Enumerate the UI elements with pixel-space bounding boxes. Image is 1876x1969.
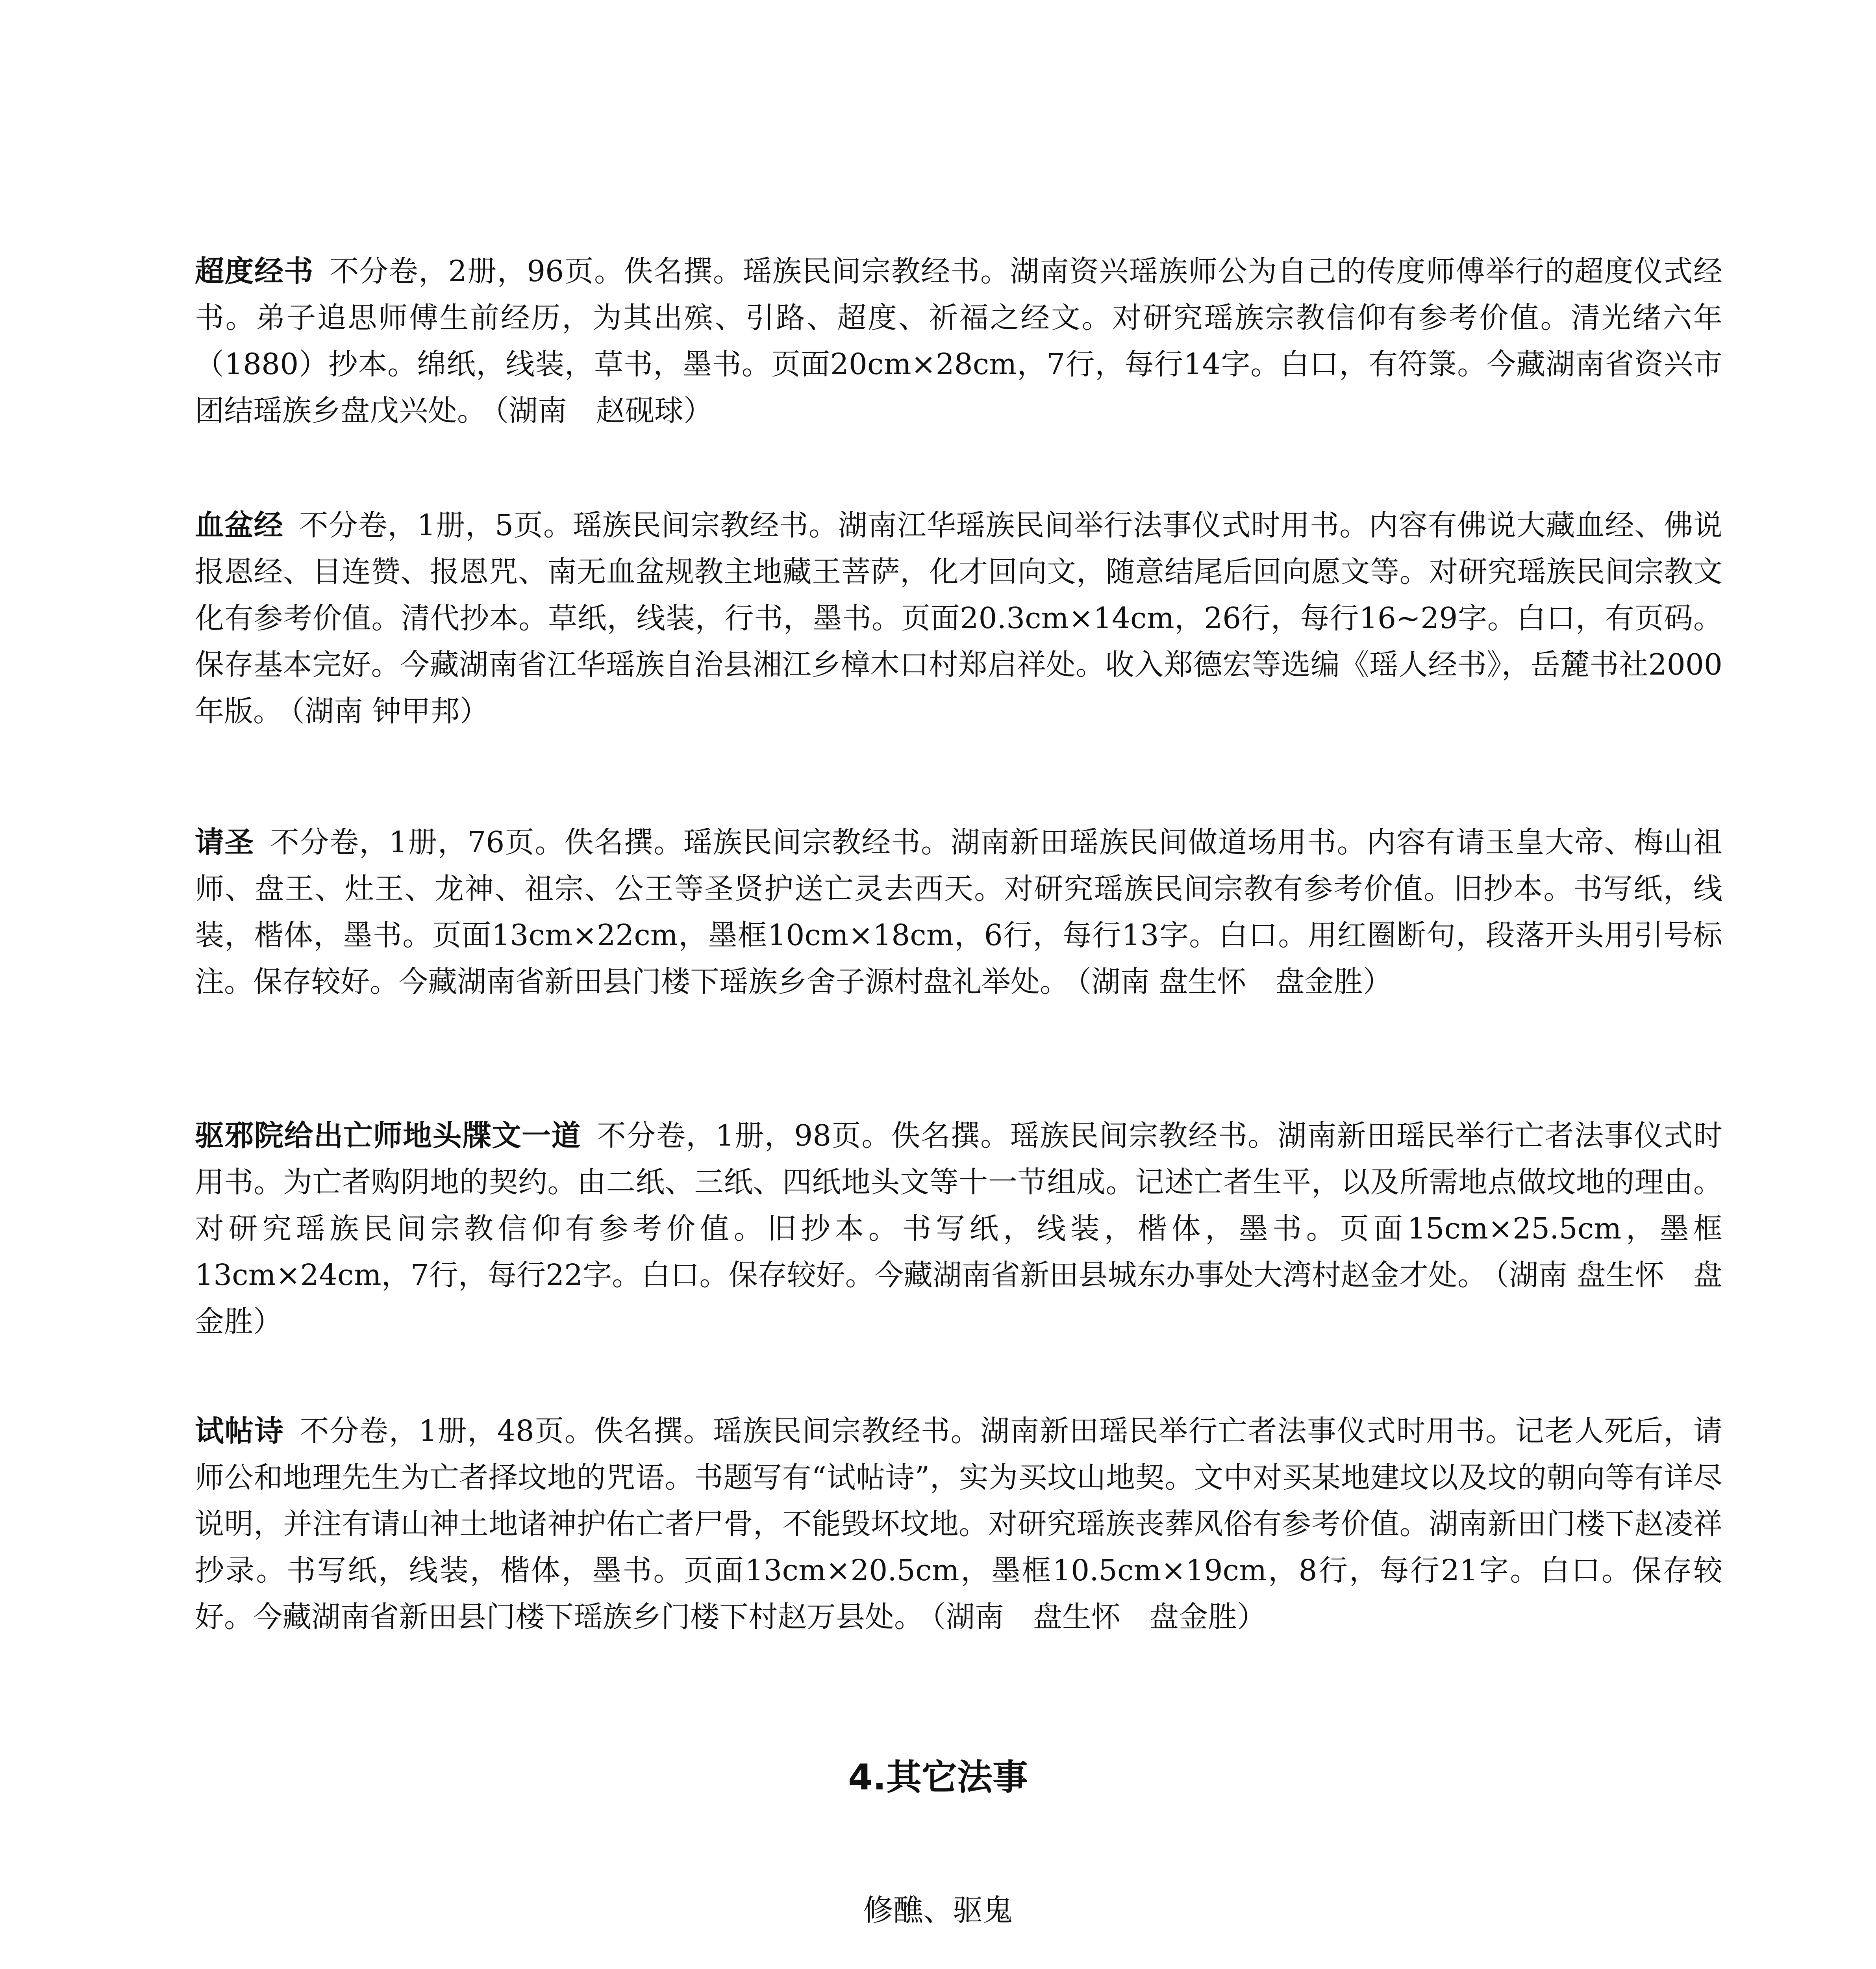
entry-author: （湖南 盘生怀 盘金胜）: [931, 1600, 1266, 1634]
section-heading: 4.其它法事: [848, 1757, 1028, 1798]
catalog-entry: [195, 248, 1722, 434]
entry-body: 不分卷，1册，48页。佚名撰。瑶族民间宗教经书。湖南新田瑶民举行亡者法事仪式时用书。记老人死后，请师公和地理先生为亡者择坟地的咒语。书题写有“试帖诗”，实为买坟山地契。文中对买某地建坟以及坟的朝向等有详尽说明，并注有请山神土地诸神护佑亡者尸骨，不能毁坏坟地。对研究瑶族丧葬风俗有参考价值。湖南新田门楼下赵凌祥抄录。书写纸，线装，楷体，墨书。页面13cm×20.5cm，墨框10.5cm×19cm，8行，每行21字。白口。保存较好。今藏湖南省新田县门楼下瑶族乡门楼下村赵万县处。: [195, 1414, 1722, 1634]
catalog-entry: [195, 819, 1722, 1005]
entry-author: （湖南 盘生怀 盘金胜）: [195, 1258, 1722, 1339]
entry-body: 不分卷，2册，96页。佚名撰。瑶族民间宗教经书。湖南资兴瑶族师公为自己的传度师傅举行的超度仪式经书。弟子追思师傅生前经历，为其出殡、引路、超度、祈福之经文。对研究瑶族宗教信仰有参考价值。清光绪六年（1880）抄本。绵纸，线装，草书，墨书。页面20cm×28cm，7行，每行14字。白口，有符箓。今藏湖南省资兴市团结瑶族乡盘戊兴处。: [195, 254, 1722, 428]
entry-title: 血盆经: [195, 508, 283, 542]
entry-title: 请圣: [195, 825, 254, 859]
catalog-entry: [195, 1112, 1722, 1345]
entry-author: （湖南 钟甲邦）: [290, 694, 489, 728]
entry-title: 试帖诗: [195, 1414, 284, 1448]
catalog-entry: [195, 1408, 1722, 1640]
entry-body: 不分卷，1册，98页。佚名撰。瑶族民间宗教经书。湖南新田瑶民举行亡者法事仪式时用书。为亡者购阴地的契约。由二纸、三纸、四纸地头文等十一节组成。记述亡者生平，以及所需地点做坟地的理由。对研究瑶族民间宗教信仰有参考价值。旧抄本。书写纸，线装，楷体，墨书。页面15cm×25.5cm，墨框13cm×24cm，7行，每行22字。白口。保存较好。今藏湖南省新田县城东办事处大湾村赵金才处。: [195, 1119, 1722, 1292]
entry-author: （湖南 赵砚球）: [494, 394, 713, 428]
section-subheading: 修醮、驱鬼: [863, 1893, 1013, 1928]
entry-title: 超度经书: [195, 254, 314, 288]
entry-body: 不分卷，1册，76页。佚名撰。瑶族民间宗教经书。湖南新田瑶族民间做道场用书。内容有请玉皇大帝、梅山祖师、盘王、灶王、龙神、祖宗、公王等圣贤护送亡灵去西天。对研究瑶族民间宗教有参考价值。旧抄本。书写纸，线装，楷体，墨书。页面13cm×22cm，墨框10cm×18cm，6行，每行13字。白口。用红圈断句，段落开头用引号标注。保存较好。今藏湖南省新田县门楼下瑶族乡舍子源村盘礼举处。: [195, 825, 1722, 999]
entry-author: （湖南 盘生怀 盘金胜）: [1077, 965, 1392, 999]
entry-body: 不分卷，1册，5页。瑶族民间宗教经书。湖南江华瑶族民间举行法事仪式时用书。内容有佛说大藏血经、佛说报恩经、目连赞、报恩咒、南无血盆规教主地藏王菩萨，化才回向文，随意结尾后回向愿文等。对研究瑶族民间宗教文化有参考价值。清代抄本。草纸，线装，行书，墨书。页面20.3cm×14cm，26行，每行16~29字。白口，有页码。保存基本完好。今藏湖南省江华瑶族自治县湘江乡樟木口村郑启祥处。收入郑德宏等选编《瑶人经书》，岳麓书社2000年版。: [195, 508, 1722, 728]
catalog-entry: [195, 502, 1722, 734]
entry-title: 驱邪院给出亡师地头牒文一道: [195, 1119, 581, 1153]
